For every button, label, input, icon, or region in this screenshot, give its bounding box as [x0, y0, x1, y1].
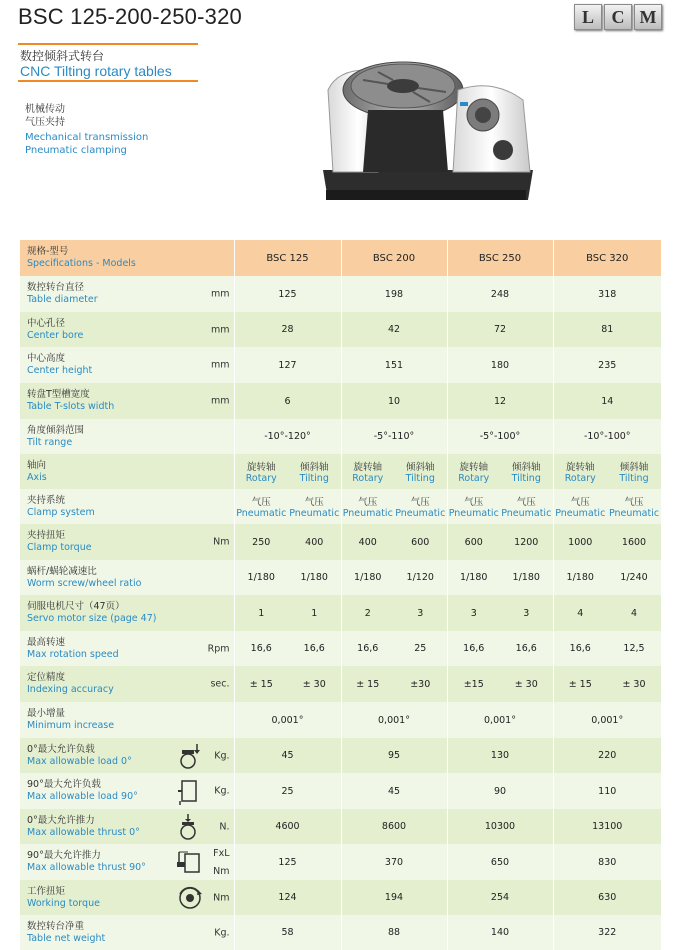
- table-row: [20, 524, 661, 560]
- value-en: Tilting: [511, 473, 541, 484]
- value-cell: 130: [447, 738, 553, 773]
- row-label-en: Max allowable load 90°: [27, 791, 138, 802]
- value-cell: 8600: [341, 809, 447, 844]
- model-header-cell: BSC 125: [234, 240, 341, 276]
- value-cell: 16,6: [234, 631, 288, 666]
- value-cell: 140: [447, 915, 553, 950]
- value-cell: 127: [234, 347, 341, 383]
- value-cn: 旋转轴: [565, 462, 595, 473]
- row-label-cn: 转盘T型槽宽度: [27, 389, 90, 400]
- value-cell: 235: [553, 347, 661, 383]
- row-label-cell: [20, 454, 234, 489]
- value-cell: 6: [234, 383, 341, 419]
- value-cell: 3: [417, 607, 424, 619]
- value-cell: 370: [341, 844, 447, 880]
- value-cell: [234, 489, 288, 524]
- value-cell: 400: [341, 524, 394, 560]
- row-label-cn: 角度倾斜范围: [27, 424, 85, 436]
- value-cell: 0,001°: [341, 702, 447, 738]
- value-cell: 16,6: [553, 631, 607, 666]
- value-cn: 旋转轴: [353, 462, 382, 473]
- value-en: Tilting: [619, 473, 649, 484]
- value-cell: 2: [341, 595, 394, 631]
- value-cell: 151: [341, 347, 447, 383]
- table-row: [20, 738, 661, 773]
- row-label-en: Center bore: [27, 329, 84, 341]
- table-header-row: [20, 240, 661, 276]
- value-cell: 88: [341, 915, 447, 950]
- value-cell: 16,6: [447, 631, 500, 666]
- model-header-cell: BSC 200: [341, 240, 447, 276]
- value-cn: 倾斜轴: [299, 462, 329, 473]
- row-label-cn: 0°最大允许负载: [27, 743, 95, 755]
- value-en: Pneumatic: [448, 508, 499, 519]
- value-cell: 28: [234, 312, 341, 347]
- table-row: [20, 880, 661, 915]
- value-cell: [447, 454, 500, 489]
- table-row: [20, 595, 661, 631]
- value-cell: [394, 454, 447, 489]
- table-row: [20, 383, 661, 419]
- row-unit: mm: [210, 395, 230, 407]
- value-cell: 3: [447, 595, 500, 631]
- brand-letter-c: C: [604, 4, 632, 30]
- value-cell: 124: [234, 880, 341, 915]
- value-cell: ± 15: [341, 666, 394, 702]
- subtitle-english: CNC Tilting rotary tables: [20, 63, 172, 79]
- row-label-en: Max allowable thrust 90°: [27, 862, 146, 873]
- row-label-en: Working torque: [27, 897, 100, 909]
- rotary-table-machine-image: [318, 50, 538, 220]
- row-label-cn: 夹持系统: [27, 494, 66, 506]
- value-cell: 3: [523, 607, 530, 619]
- value-cn: 气压: [251, 497, 271, 508]
- value-cell: 45: [341, 773, 447, 809]
- row-label-cell: [20, 773, 234, 809]
- row-label-cell: [20, 915, 234, 950]
- value-cell: 90: [447, 773, 553, 809]
- header-label-cell: [20, 240, 234, 276]
- row-unit: Nm: [213, 536, 230, 548]
- value-cell: [288, 489, 341, 524]
- table-row: [20, 312, 661, 347]
- value-en: Tilting: [299, 473, 329, 484]
- value-cn: 气压: [304, 497, 324, 508]
- value-cell: 45: [234, 738, 341, 773]
- value-en: Rotary: [245, 473, 277, 484]
- value-cell: 10300: [447, 809, 553, 844]
- value-cell: 180: [447, 347, 553, 383]
- table-row: [20, 631, 661, 666]
- header-label-cn: 规格-型号: [27, 246, 69, 257]
- row-label-cn: 中心高度: [27, 353, 66, 364]
- value-cell: 58: [234, 915, 341, 950]
- value-cn: 气压: [624, 497, 644, 508]
- value-cell: [394, 489, 447, 524]
- value-cell: ± 15: [234, 666, 288, 702]
- row-label-cn: 90°最大允许推力: [27, 850, 101, 861]
- value-en: Pneumatic: [608, 508, 660, 519]
- row-label-cell: [20, 276, 234, 312]
- table-row: [20, 773, 661, 809]
- row-label-cell: [20, 631, 234, 666]
- row-unit: Nm: [213, 892, 230, 903]
- value-cell: [341, 489, 394, 524]
- value-cell: 12: [447, 383, 553, 419]
- value-cell: 0,001°: [553, 702, 661, 738]
- value-cell: 1/240: [620, 572, 648, 583]
- row-unit: mm: [210, 324, 230, 335]
- value-cell: 110: [553, 773, 661, 809]
- value-en: Pneumatic: [289, 508, 340, 519]
- brand-letter-m: M: [634, 4, 662, 30]
- value-cell: [500, 489, 553, 524]
- brand-letter-l: L: [574, 4, 602, 30]
- value-en: Rotary: [564, 473, 596, 484]
- row-label-en: Center height: [27, 365, 93, 376]
- row-label-en: Servo motor size (page 47): [27, 613, 157, 624]
- row-label-en: Max allowable thrust 0°: [27, 826, 140, 838]
- row-label-cn: 伺服电机尺寸（47页）: [27, 601, 125, 612]
- specifications-table: [20, 240, 661, 950]
- row-label-en: Tilt range: [27, 436, 73, 448]
- value-cell: 25: [414, 643, 427, 654]
- row-label-cn: 轴向: [27, 459, 47, 471]
- row-label-cn: 最高转速: [27, 636, 66, 648]
- row-label-cn: 0°最大允许推力: [27, 814, 95, 826]
- row-label-en: Table net weight: [27, 932, 106, 944]
- value-cell: ± 15: [553, 666, 607, 702]
- row-label-en: Indexing accuracy: [27, 684, 114, 695]
- value-cell: ±30: [410, 678, 431, 690]
- value-cell: 10: [341, 383, 447, 419]
- value-cell: 1200: [514, 536, 539, 548]
- value-cell: 1/180: [553, 560, 607, 595]
- value-cell: 318: [553, 276, 661, 312]
- value-cell: [500, 454, 553, 489]
- value-cell: ± 30: [622, 678, 646, 690]
- value-cell: 198: [341, 276, 447, 312]
- row-label-cell: [20, 738, 234, 773]
- row-label-cell: [20, 524, 234, 560]
- row-label-cn: 数控转台直径: [27, 282, 85, 293]
- value-cell: 220: [553, 738, 661, 773]
- header-label-en: Specifications - Models: [27, 258, 136, 269]
- row-unit: FxL: [213, 848, 230, 859]
- bottom-divider: [18, 80, 198, 82]
- row-label-cell: [20, 560, 234, 595]
- value-cell: 95: [341, 738, 447, 773]
- row-label-cell: [20, 880, 234, 915]
- value-cell: 42: [341, 312, 447, 347]
- table-row: [20, 915, 661, 950]
- table-row: [20, 560, 661, 595]
- value-en: Pneumatic: [555, 508, 606, 519]
- model-header-cell: BSC 320: [553, 240, 661, 276]
- table-row: [20, 454, 661, 489]
- row-label-en: Worm screw/wheel ratio: [27, 577, 142, 589]
- value-cell: 14: [553, 383, 661, 419]
- row-label-en: Table diameter: [27, 294, 98, 305]
- value-cell: 81: [553, 312, 661, 347]
- row-label-cn: 夹持扭矩: [27, 530, 66, 541]
- row-label-cell: [20, 702, 234, 738]
- value-cell: 1/180: [341, 560, 394, 595]
- value-cn: 气压: [410, 497, 430, 508]
- value-cell: 1: [234, 595, 288, 631]
- row-label-en: Max allowable load 0°: [27, 755, 132, 767]
- value-cell: 1/180: [234, 560, 288, 595]
- value-cell: 254: [447, 880, 553, 915]
- value-cell: [447, 489, 500, 524]
- value-cell: 1000: [553, 524, 607, 560]
- value-cell: [607, 489, 661, 524]
- row-label-cell: [20, 383, 234, 419]
- value-cell: 4: [553, 595, 607, 631]
- value-cell: 248: [447, 276, 553, 312]
- row-unit: Kg.: [214, 785, 230, 797]
- value-cell: 650: [447, 844, 553, 880]
- row-label-cell: [20, 844, 234, 880]
- row-unit: N.: [219, 821, 230, 832]
- value-cell: 0,001°: [234, 702, 341, 738]
- page-title: BSC 125-200-250-320: [18, 4, 242, 29]
- value-cell: [234, 454, 288, 489]
- row-label-cn: 数控转台净重: [27, 920, 85, 932]
- row-unit-secondary: Nm: [213, 866, 230, 877]
- row-label-cell: [20, 489, 234, 524]
- feature-en-2: Pneumatic clamping: [25, 145, 127, 156]
- table-row: [20, 489, 661, 524]
- value-cell: -5°-110°: [341, 419, 447, 454]
- feature-cn-2: 气压夹持: [25, 117, 65, 128]
- value-cell: 630: [553, 880, 661, 915]
- thrust-vertical-icon: [176, 813, 204, 841]
- top-divider: [18, 43, 198, 45]
- value-cell: 125: [234, 844, 341, 880]
- value-cell: -10°-120°: [234, 419, 341, 454]
- value-cell: -10°-100°: [553, 419, 661, 454]
- feature-cn-1: 机械传动: [25, 104, 65, 115]
- value-en: Rotary: [352, 473, 384, 484]
- value-cell: 250: [234, 524, 288, 560]
- row-unit: mm: [210, 359, 230, 371]
- table-row: [20, 702, 661, 738]
- table-row: [20, 809, 661, 844]
- table-row: [20, 844, 661, 880]
- row-label-en: Clamp torque: [27, 542, 92, 553]
- value-cn: 倾斜轴: [405, 462, 435, 473]
- value-cell: 1/120: [406, 572, 434, 583]
- value-cell: -5°-100°: [447, 419, 553, 454]
- row-unit: Kg.: [214, 927, 230, 938]
- value-cn: 气压: [516, 497, 536, 508]
- thrust-horizontal-icon: [176, 848, 204, 876]
- value-cell: 16,6: [341, 631, 394, 666]
- value-en: Rotary: [458, 473, 490, 484]
- row-label-en: Minimum increase: [27, 720, 115, 731]
- row-label-en: Max rotation speed: [27, 648, 119, 660]
- value-cn: 气压: [570, 497, 590, 508]
- value-cell: 1/180: [512, 572, 540, 583]
- table-row: [20, 347, 661, 383]
- value-cn: 旋转轴: [246, 462, 276, 473]
- value-cell: 600: [447, 524, 500, 560]
- row-label-cell: [20, 595, 234, 631]
- value-cell: ± 30: [514, 678, 538, 690]
- value-cell: 16,6: [303, 643, 325, 654]
- value-cn: 气压: [464, 497, 484, 508]
- value-en: Pneumatic: [236, 508, 287, 519]
- row-label-cn: 最小增量: [27, 708, 66, 719]
- torque-icon: [176, 884, 204, 912]
- table-row: [20, 276, 661, 312]
- feature-en-1: Mechanical transmission: [25, 132, 149, 143]
- row-label-cn: 定位精度: [27, 672, 66, 683]
- value-cell: 1600: [621, 536, 647, 548]
- row-label-cn: 工作扭矩: [27, 885, 66, 897]
- row-label-cell: [20, 312, 234, 347]
- row-label-cell: [20, 347, 234, 383]
- value-cell: 125: [234, 276, 341, 312]
- table-row: [20, 666, 661, 702]
- row-unit: mm: [210, 288, 230, 300]
- value-cn: 旋转轴: [459, 462, 488, 473]
- value-cell: 13100: [553, 809, 661, 844]
- value-cell: 194: [341, 880, 447, 915]
- value-cell: [553, 454, 607, 489]
- row-label-cell: [20, 666, 234, 702]
- value-cell: [553, 489, 607, 524]
- model-header-cell: BSC 250: [447, 240, 553, 276]
- load-vertical-icon: [176, 742, 204, 770]
- subtitle-chinese: 数控倾斜式转台: [20, 49, 105, 63]
- value-cell: 0,001°: [447, 702, 553, 738]
- value-cell: [341, 454, 394, 489]
- value-cell: ±15: [447, 666, 500, 702]
- value-cell: 322: [553, 915, 661, 950]
- value-cell: 16,6: [515, 643, 537, 654]
- value-cell: [288, 454, 341, 489]
- row-unit: Rpm: [207, 643, 230, 654]
- value-cn: 倾斜轴: [511, 462, 541, 473]
- value-cn: 气压: [358, 497, 378, 508]
- row-unit: Kg.: [214, 750, 230, 761]
- value-cell: 4: [630, 607, 638, 619]
- value-en: Pneumatic: [342, 508, 393, 519]
- row-label-en: Axis: [27, 471, 47, 483]
- value-cell: 25: [234, 773, 341, 809]
- row-label-cn: 90°最大允许负载: [27, 779, 101, 790]
- value-en: Pneumatic: [501, 508, 552, 519]
- value-cell: ± 30: [302, 678, 326, 690]
- value-en: Tilting: [405, 473, 435, 484]
- value-cell: 12,5: [623, 643, 645, 654]
- row-label-en: Table T-slots width: [27, 401, 115, 412]
- value-cn: 倾斜轴: [619, 462, 649, 473]
- row-unit: sec.: [210, 678, 230, 690]
- value-cell: 1: [311, 607, 318, 619]
- value-cell: 400: [305, 536, 324, 548]
- value-cell: [607, 454, 661, 489]
- table-row: [20, 419, 661, 454]
- load-horizontal-icon: [176, 777, 204, 805]
- value-cell: 4600: [234, 809, 341, 844]
- value-cell: 1/180: [300, 572, 328, 583]
- row-label-en: Clamp system: [27, 506, 95, 518]
- row-label-cn: 中心孔径: [27, 317, 66, 329]
- value-en: Pneumatic: [395, 508, 446, 519]
- row-label-cn: 蜗杆/蜗轮减速比: [27, 565, 97, 577]
- row-label-cell: [20, 419, 234, 454]
- value-cell: 1/180: [447, 560, 500, 595]
- value-cell: 600: [411, 536, 430, 548]
- value-cell: 830: [553, 844, 661, 880]
- value-cell: 72: [447, 312, 553, 347]
- row-label-cell: [20, 809, 234, 844]
